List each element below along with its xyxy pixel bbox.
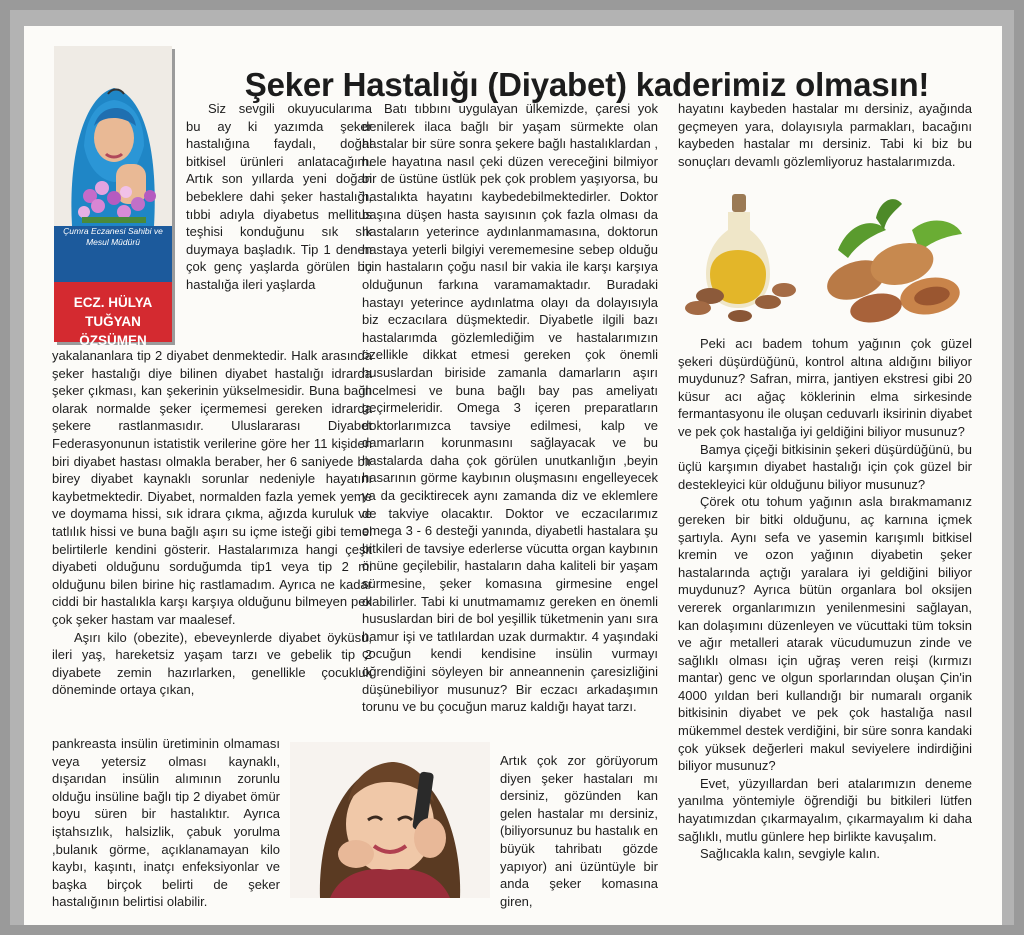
author-portrait-image xyxy=(54,46,172,226)
author-box xyxy=(54,46,172,348)
paragraph-risk-factors: Aşırı kilo (obezite), ebeveynlerde diyabet öyküsü, ileri yaş, hareketsiz yaşam tarzı ve gebelik tip 2 diyabete zemin hazırlarken, genellikle çocukluk döneminde ortaya çıkan, xyxy=(52,629,372,698)
column-1-top xyxy=(186,100,372,294)
paragraph-western-medicine: Batı tıbbını uygulayan ülkemizde, çaresi yok denilerek ilaca bağlı bir yaşam sürmekte olan hastalar bir süre sonra şekere bağlı hastalıklardan , hele hayatına nasıl çeki düzen vereceğini bilmiyor bir de üstüne üstlük pek çok problem yaşıyorsa, bu hastalıkta hayatını kaybedebilmektedirler. Doktor başına düşen hasta sayısının çok fazla olması da hastaların yeterince aydınlanmamasına, doktorun hastaya yeterli bilgiyi verememesine sebep olduğu için hastaların çoğu nasıl bir vakia ile karşı karşıya olduğunun farkına varamamaktadır. Buradaki hastayı yeterince aydınlatma olayı da dolayısıyla biz eczacılara düşmektedir. Diyabetle ilgili bazı hastalarımda gözlemlediğim ve hastalarımızın özellikle dikkat etmesi gereken çok önemli hususlardan biriside zamanla damarların aşırı incelmesi ve buna bağlı bay pas ameliyatı geçirmeleridir. Omega 3 içeren preparatların doktorlarımızca tavsiye edilmesi, kalp ve damarların korunmasını sağlayacak ve bu hastalarda daha çok görülen unutkanlığın ,beyin hasarının görme kaybının oluşmasını engelleyecek ya da geciktirecek aynı zamanda diz ve eklemlere de takviye olacaktır. Doktor ve eczacılarımız omega 3 - 6 desteği yanında, diyabetli hastalara şu bitkileri de tavsiye ederlerse vücutta organ kaybının önüne geçilebilir, hastaların daha kaliteli bir yaşam sürmesine, şeker komasına girmesine engel olabilirler. Tabi ki unutmamamız gereken en önemli hususlardan biri de bol yeşillik tüketmenin yanı sıra hamur işi ve tatlılardan uzak durmaktır. 4 yaşındaki çocuğun kendi kendisine insülin vurmayı öğrendiğini söyleyen bir anneannenin çaresizliğini düşünebiliyor musunuz? Bir eczacı arkadaşımın torunu ve bu çocuğun maruz kaldığı hayat tarzı. xyxy=(362,101,658,715)
author-photo xyxy=(54,46,172,226)
paragraph-diabetes-overview: yakalananlara tip 2 diyabet denmektedir. Halk arasında şeker hastalığı diye bilinen diyabet hastalığı idrarda şeker çıkması, kan şekerinin yükselmesidir. Buna bağlı olarak normalde şeker içermemesi gereken idrarda şekere rastlanmasıdır. Uluslararası Diyabet Federasyonunun istatistik verilerine göre her 11 kişiden biri diyabet hastası olmakla beraber, her 6 saniyede bir birey diyabet kaynaklı sorunlar nedeniyle hayatını kaybetmektedir. Diyabet, normalden fazla yemek yeme ve doymama hissi, sık idrara çıkma, ağızda kuruluk ve tatlılık hissi ve buna bağlı aşırı su içme isteği gibi temel belirtilerle kendini gösterir. Hastalarımıza hangi çeşit diyabeti olduğunu sorduğumda tip1 veya tip 2 mi olduğunu bilen birine hiç rastlamadım. Ayrıca ne kadar ciddi bir hastalıkla karşı karşıya olduğunu bilmeyen pek çok şeker hastam var maalesef. xyxy=(52,348,372,627)
author-name xyxy=(54,282,172,348)
author-role: Çumra Eczanesi Sahibi ve Mesul Müdürü xyxy=(63,226,163,247)
column-3-top xyxy=(678,100,972,170)
paragraph-conclusion: Evet, yüzyıllardan beri atalarımızın deneme yanılma yöntemiyle öğrendiği bu bitkileri lütfen hayatımızdan çıkarmayalım, çıkarmayalım ki daha sağlıklı, mutlu günlere hep birlikte kavuşalım. xyxy=(678,775,972,844)
author-name-line2: TUĞYAN ÖZSÜMEN xyxy=(79,314,147,348)
column-2-narrow xyxy=(500,752,658,910)
paragraph-black-seed: Çörek otu tohum yağının asla bırakmamanız gereken bir bitki olduğunu, aç karnına içmek şartıyla. Aynı sefa ve yasemin karışımlı bitkisel kremin ve ozon yağının diyabetin şeker hastalarında açtığı yaralara iyi geldiğini biliyor muydunuz? Ayrıca bütün organlara bol oksijen vererek organlarımızın yenilenmesini sağlayan, kan dolaşımını düzenleyen ve vücuttaki tüm toksin ve ağır metalleri atarak vücudumuzun zinde ve sağlıklı olması için uğraş veren reişi (kırmızı mantar) genc ve olgun sporlarından oluşan Çin'in 4000 yıldan beri kullandığı bir numaralı organik bitkisinin diyabet ve pek çok hastalığa nasıl mükemmel destek verdiğini, bir süre sonra kandaki çok yüksek değerleri makul seviyelere indirdiğini biliyor musunuz? xyxy=(678,494,972,774)
paragraph-bitter-almond: Peki acı badem tohum yağının çok güzel şekeri düşürdüğünü, kontrol altına aldığını biliyor muydunuz? Safran, mirra, jantiyen ekstresi gibi 20 küsur acı ağaç köklerinin elma sirkesinde fermantasyonu ile oluşan ceduvarlı iksirinin diyabet ve pek çok hastalığa iyi geldiğini biliyor musunuz? xyxy=(678,336,972,439)
column-1-main xyxy=(52,347,372,699)
column-3-main xyxy=(678,335,972,863)
paragraph-signoff: Sağlıcakla kalın, sevgiyle kalın. xyxy=(700,846,880,862)
author-name-line1: ECZ. HÜLYA xyxy=(73,295,153,310)
paragraph-intro: Siz sevgili okuyucularıma bu ay ki yazımda şeker hastalığına faydalı, doğal bitkisel ürünleri anlatacağım. Artık son yıllarda yeni doğan bebeklere dahi şeker hastalığı, tıbbi adıyla diyabetus mellitus teşhisi konduğunu sık sık duymaya başladık. Tip 1 denen çok genç yaşlarda görülen bu hastalığa ileri yaşlarda xyxy=(186,101,372,292)
paragraph-consequences: hayatını kaybeden hastalar mı dersiniz, ayağında geçmeyen yara, dolayısıyla parmakları, bacağını kaybeden hastalar mı dersiniz. Tabi ki biz bu sonuçları devamlı gözlemliyoruz hastalarımızda. xyxy=(678,101,972,169)
column-2 xyxy=(362,100,658,716)
column-1-bottom xyxy=(52,735,280,911)
article-title: Şeker Hastalığı (Diyabet) kaderimiz olmasın! xyxy=(244,66,930,104)
paragraph-patients: Artık çok zor görüyorum diyen şeker hastaları mı dersiniz, gözünden kan gelen hastalar mı dersiniz, (biliyorsunuz bu hastalık en büyük tahribatı gözde yapıyor) ani üzüntüyle bir anda şeker komasına giren, xyxy=(500,753,658,909)
paragraph-okra-flower: Bamya çiçeği bitkisinin şekeri düşürdüğünü, bu üçlü karşımın diyabet hastalığı için çok güzel bir destekleyici kür olduğunu biliyor musunuz? xyxy=(678,441,972,492)
almond-oil-photo xyxy=(680,190,970,330)
paragraph-symptoms: pankreasta insülin üretiminin olmaması veya yetersiz olması kaynaklı, dışarıdan insülin alımının zorunlu olduğu insüline bağlı tip 2 diyabet ömür boyu süren bir hastalıktır. Ayrıca iştahsızlık, halsizlik, çabuk yorulma ,bulanık görme, açıklanamayan kilo kaybı, kaşıntı, inatçı enfeksiyonlar ve başka birçok belirti de şeker hastalığının belirtisi olabilir. xyxy=(52,736,280,910)
child-insulin-photo xyxy=(290,742,490,898)
